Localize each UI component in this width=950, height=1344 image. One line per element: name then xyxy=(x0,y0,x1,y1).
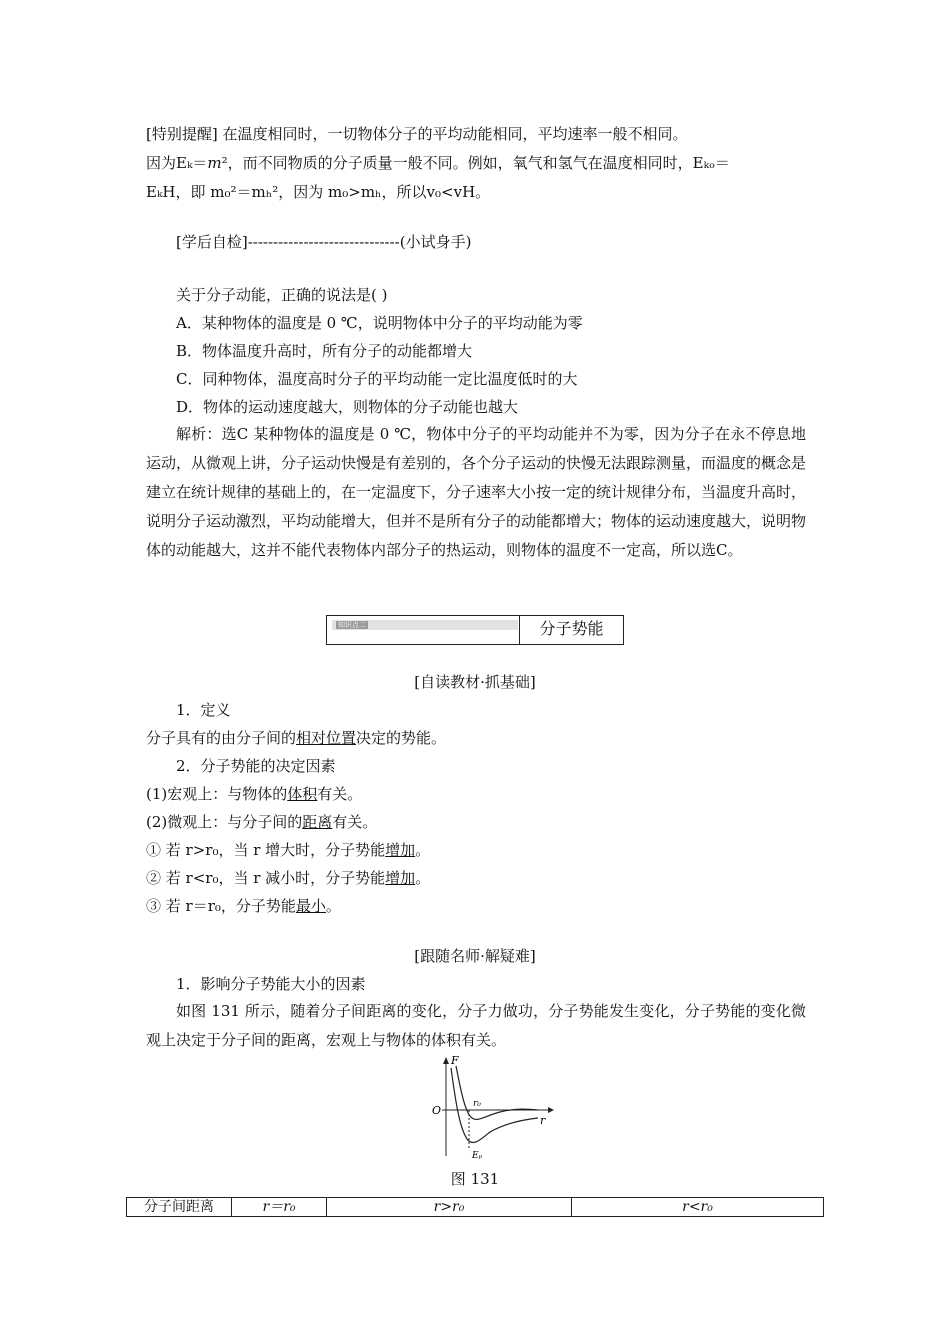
case-1 xyxy=(146,840,430,860)
label-r: r xyxy=(540,1114,546,1127)
macro-keyword: 体积 xyxy=(287,785,318,803)
figure-caption: 图 131 xyxy=(450,1170,500,1188)
definition-keyword: 相对位置 xyxy=(296,729,357,747)
case-2-keyword: 增加 xyxy=(385,869,416,887)
x-axis-arrow-icon xyxy=(548,1107,554,1113)
option-d: D．物体的运动速度越大，则物体的分子动能也越大 xyxy=(176,398,519,416)
table-header-cell: 分子间距离 xyxy=(127,1198,232,1217)
analysis-paragraph: 解析：选C 某种物体的温度是 0 ℃，物体中分子的平均动能并不为零，因为分子在永不停息地运动，从微观上讲，分子运动快慢是有差别的，各个分子运动的快慢无法跟踪测量，而温度的概念是建立在统计规律的基础上的，在一定温度下，分子速率大小按一定的统计规律分布，当温度升高时，说明分子运动激烈，平均动能增大，但并不是所有分子的动能都增大；物体的运动速度越大，说明物体的动能越大，这并不能代表物体内部分子的热运动，则物体的温度不一定高，所以选C。 xyxy=(146,425,807,559)
option-b: B．物体温度升高时，所有分子的动能都增大 xyxy=(176,342,473,360)
table-header-row xyxy=(127,1198,824,1217)
reminder-line-1: [特别提醒] 在温度相同时，一切物体分子的平均动能相同，平均速率一般不相同。 xyxy=(146,125,688,143)
knowledge-point-tag-label: 知识点二 xyxy=(338,621,366,629)
case-2-pre: ② 若 r<r₀，当 r 减小时，分子势能 xyxy=(146,869,386,887)
case-1-end: 。 xyxy=(415,841,431,859)
label-Ep: Eₚ xyxy=(472,1151,483,1161)
question-stem: 关于分子动能，正确的说法是( ) xyxy=(176,286,388,304)
case-1-keyword: 增加 xyxy=(385,841,416,859)
option-c: C．同种物体，温度高时分子的平均动能一定比温度低时的大 xyxy=(176,370,578,388)
reminder-line-3: EₖH，即 m₀²＝mₕ²，因为 m₀>mₕ，所以v₀<vH。 xyxy=(146,183,491,201)
distance-table xyxy=(126,1197,824,1217)
potential-curve xyxy=(451,1068,538,1143)
macro-factor-post: 有关。 xyxy=(317,785,363,803)
table-header-cell: r>r₀ xyxy=(327,1198,572,1217)
case-3-pre: ③ 若 r＝r₀，分子势能 xyxy=(146,897,296,915)
macro-factor xyxy=(146,784,362,804)
label-O: O xyxy=(432,1104,442,1117)
potential-energy-figure xyxy=(420,1052,560,1164)
self-check-header: [学后自检]------------------------------(小试身手) xyxy=(176,233,472,251)
self-read-header: [自读教材·抓基础] xyxy=(414,673,536,691)
case-3-end: 。 xyxy=(325,897,341,915)
table-header-cell: r<r₀ xyxy=(572,1198,824,1217)
definition-text-pre: 分子具有的由分子间的 xyxy=(146,729,297,747)
case-1-pre: ① 若 r>r₀，当 r 增大时，分子势能 xyxy=(146,841,386,859)
y-axis-arrow-icon xyxy=(443,1057,449,1064)
case-2-end: 。 xyxy=(415,869,431,887)
teacher-title: 1．影响分子势能大小的因素 xyxy=(176,975,366,993)
label-F: F xyxy=(451,1054,459,1067)
table-header-cell: r＝r₀ xyxy=(232,1198,327,1217)
knowledge-point-box xyxy=(326,615,624,645)
reminder-line-2: 因为Eₖ＝𝑚²，而不同物质的分子质量一般不同。例如，氧气和氢气在温度相同时，Eₖₒ＝ xyxy=(146,154,730,172)
teacher-paragraph: 如图 131 所示，随着分子间距离的变化，分子力做功，分子势能发生变化，分子势能的变化微观上决定于分子间的距离，宏观上与物体的体积有关。 xyxy=(146,1002,806,1049)
definition-text xyxy=(146,728,446,748)
case-2 xyxy=(146,868,430,888)
micro-factor-pre: (2)微观上：与分子间的 xyxy=(146,813,303,831)
force-curve xyxy=(456,1066,538,1119)
knowledge-point-tag xyxy=(332,620,518,630)
case-3 xyxy=(146,896,341,916)
micro-keyword: 距离 xyxy=(302,813,333,831)
definition-text-post: 决定的势能。 xyxy=(356,729,447,747)
macro-factor-pre: (1)宏观上：与物体的 xyxy=(146,785,288,803)
label-r0: r₀ xyxy=(473,1099,481,1109)
knowledge-point-title: 分子势能 xyxy=(539,619,604,638)
micro-factor xyxy=(146,812,377,832)
micro-factor-post: 有关。 xyxy=(332,813,378,831)
option-a: A．某种物体的温度是 0 ℃，说明物体中分子的平均动能为零 xyxy=(176,314,583,332)
teacher-header: [跟随名师·解疑难] xyxy=(414,947,536,965)
case-3-keyword: 最小 xyxy=(295,897,326,915)
definition-title: 1．定义 xyxy=(176,701,231,719)
factor-title: 2．分子势能的决定因素 xyxy=(176,757,336,775)
